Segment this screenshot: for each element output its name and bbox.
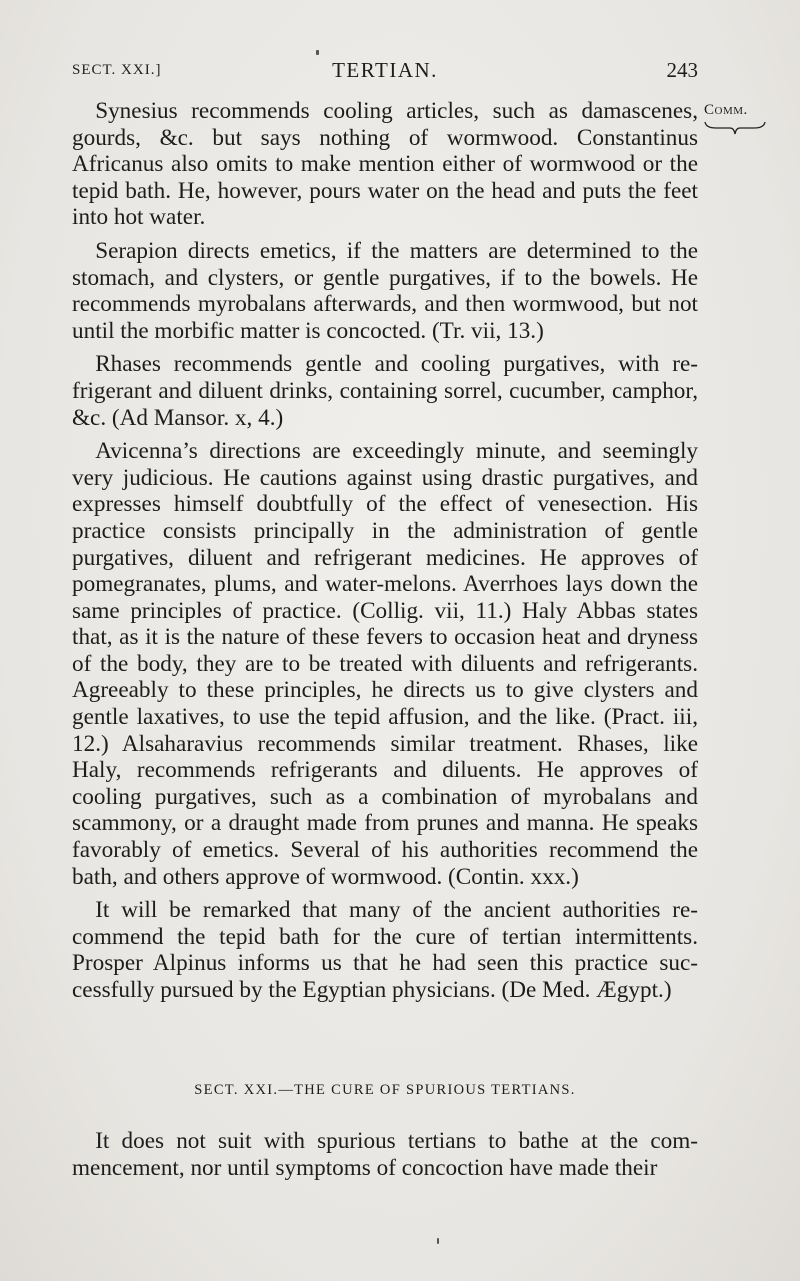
paragraph-tepid-bath: It will be remarked that many of the ancient authorities recommend the tepid bath for the cure of tertian intermittents. Prosper Alpinus informs us that he had seen this practice successfully pursued by the Egyptian physicians. (De Med. Ægypt.)	[72, 897, 698, 1003]
paragraph-rhases: Rhases recommends gentle and cooling purgatives, with refrigerant and diluent drinks, containing sorrel, cucumber, camphor, &c. (Ad Mansor. x, 4.)	[72, 351, 698, 431]
section-heading: SECT. XXI.—THE CURE OF SPURIOUS TERTIANS.	[194, 1082, 576, 1098]
brace-mark	[704, 120, 766, 136]
paragraph-serapion: Serapion directs emetics, if the matters are determined to the stomach, and clysters, or gentle purgatives, if to the bowels. He recommends myrobalans afterwards, and then wormwood, but not until the morbific matter is concocted. (Tr. vii, 13.)	[72, 237, 698, 344]
ink-speck	[316, 50, 319, 55]
body-text	[72, 98, 698, 1011]
ink-speck	[437, 1238, 439, 1244]
paragraph-avicenna: Avicenna’s directions are exceedingly minute, and seemingly very judicious. He cautions against using drastic purgatives, and expresses himself doubtfully of the effect of venesection. His practice consists principally in the administration of gentle purgatives, diluent and refrigerant medicines. He approves of pomegranates, plums, and water-melons. Averrhoes lays down the same principles of practice. (Collig. vii, 11.) Haly Abbas states that, as it is the nature of these fevers to occasion heat and dryness of the body, they are to be treated with diluents and refrigerants. Agreeably to these principles, he directs us to give clysters and gentle laxatives, to use the tepid affusion, and the like. (Pract. iii, 12.) Alsaharavius recommends similar treatment. Rhases, like Haly, recommends refrigerants and diluents. He approves of cooling purgatives, such as a combination of myrobalans and scammony, or a draught made from prunes and manna. He speaks favorably of emetics. Several of his authorities recommend the bath, and others approve of wormwood. (Contin. xxx.)	[72, 438, 698, 890]
margin-note: Comm.	[704, 102, 748, 118]
final-text	[72, 1128, 698, 1181]
running-header	[72, 58, 698, 84]
page-number: 243	[666, 58, 698, 82]
paragraph-spurious-tertians: It does not suit with spurious tertians to bathe at the commencement, nor until symptoms of concoction have made their	[72, 1128, 698, 1181]
header-section-ref: SECT. XXI.]	[72, 62, 162, 78]
header-title: TERTIAN.	[332, 58, 438, 82]
paragraph-synesius: Synesius recommends cooling articles, such as damascenes, gourds, &c. but says nothing of wormwood. Constantinus Africanus also omits to make mention either of wormwood or the tepid bath. He, however, pours water on the head and puts the feet into hot water.	[72, 98, 698, 231]
